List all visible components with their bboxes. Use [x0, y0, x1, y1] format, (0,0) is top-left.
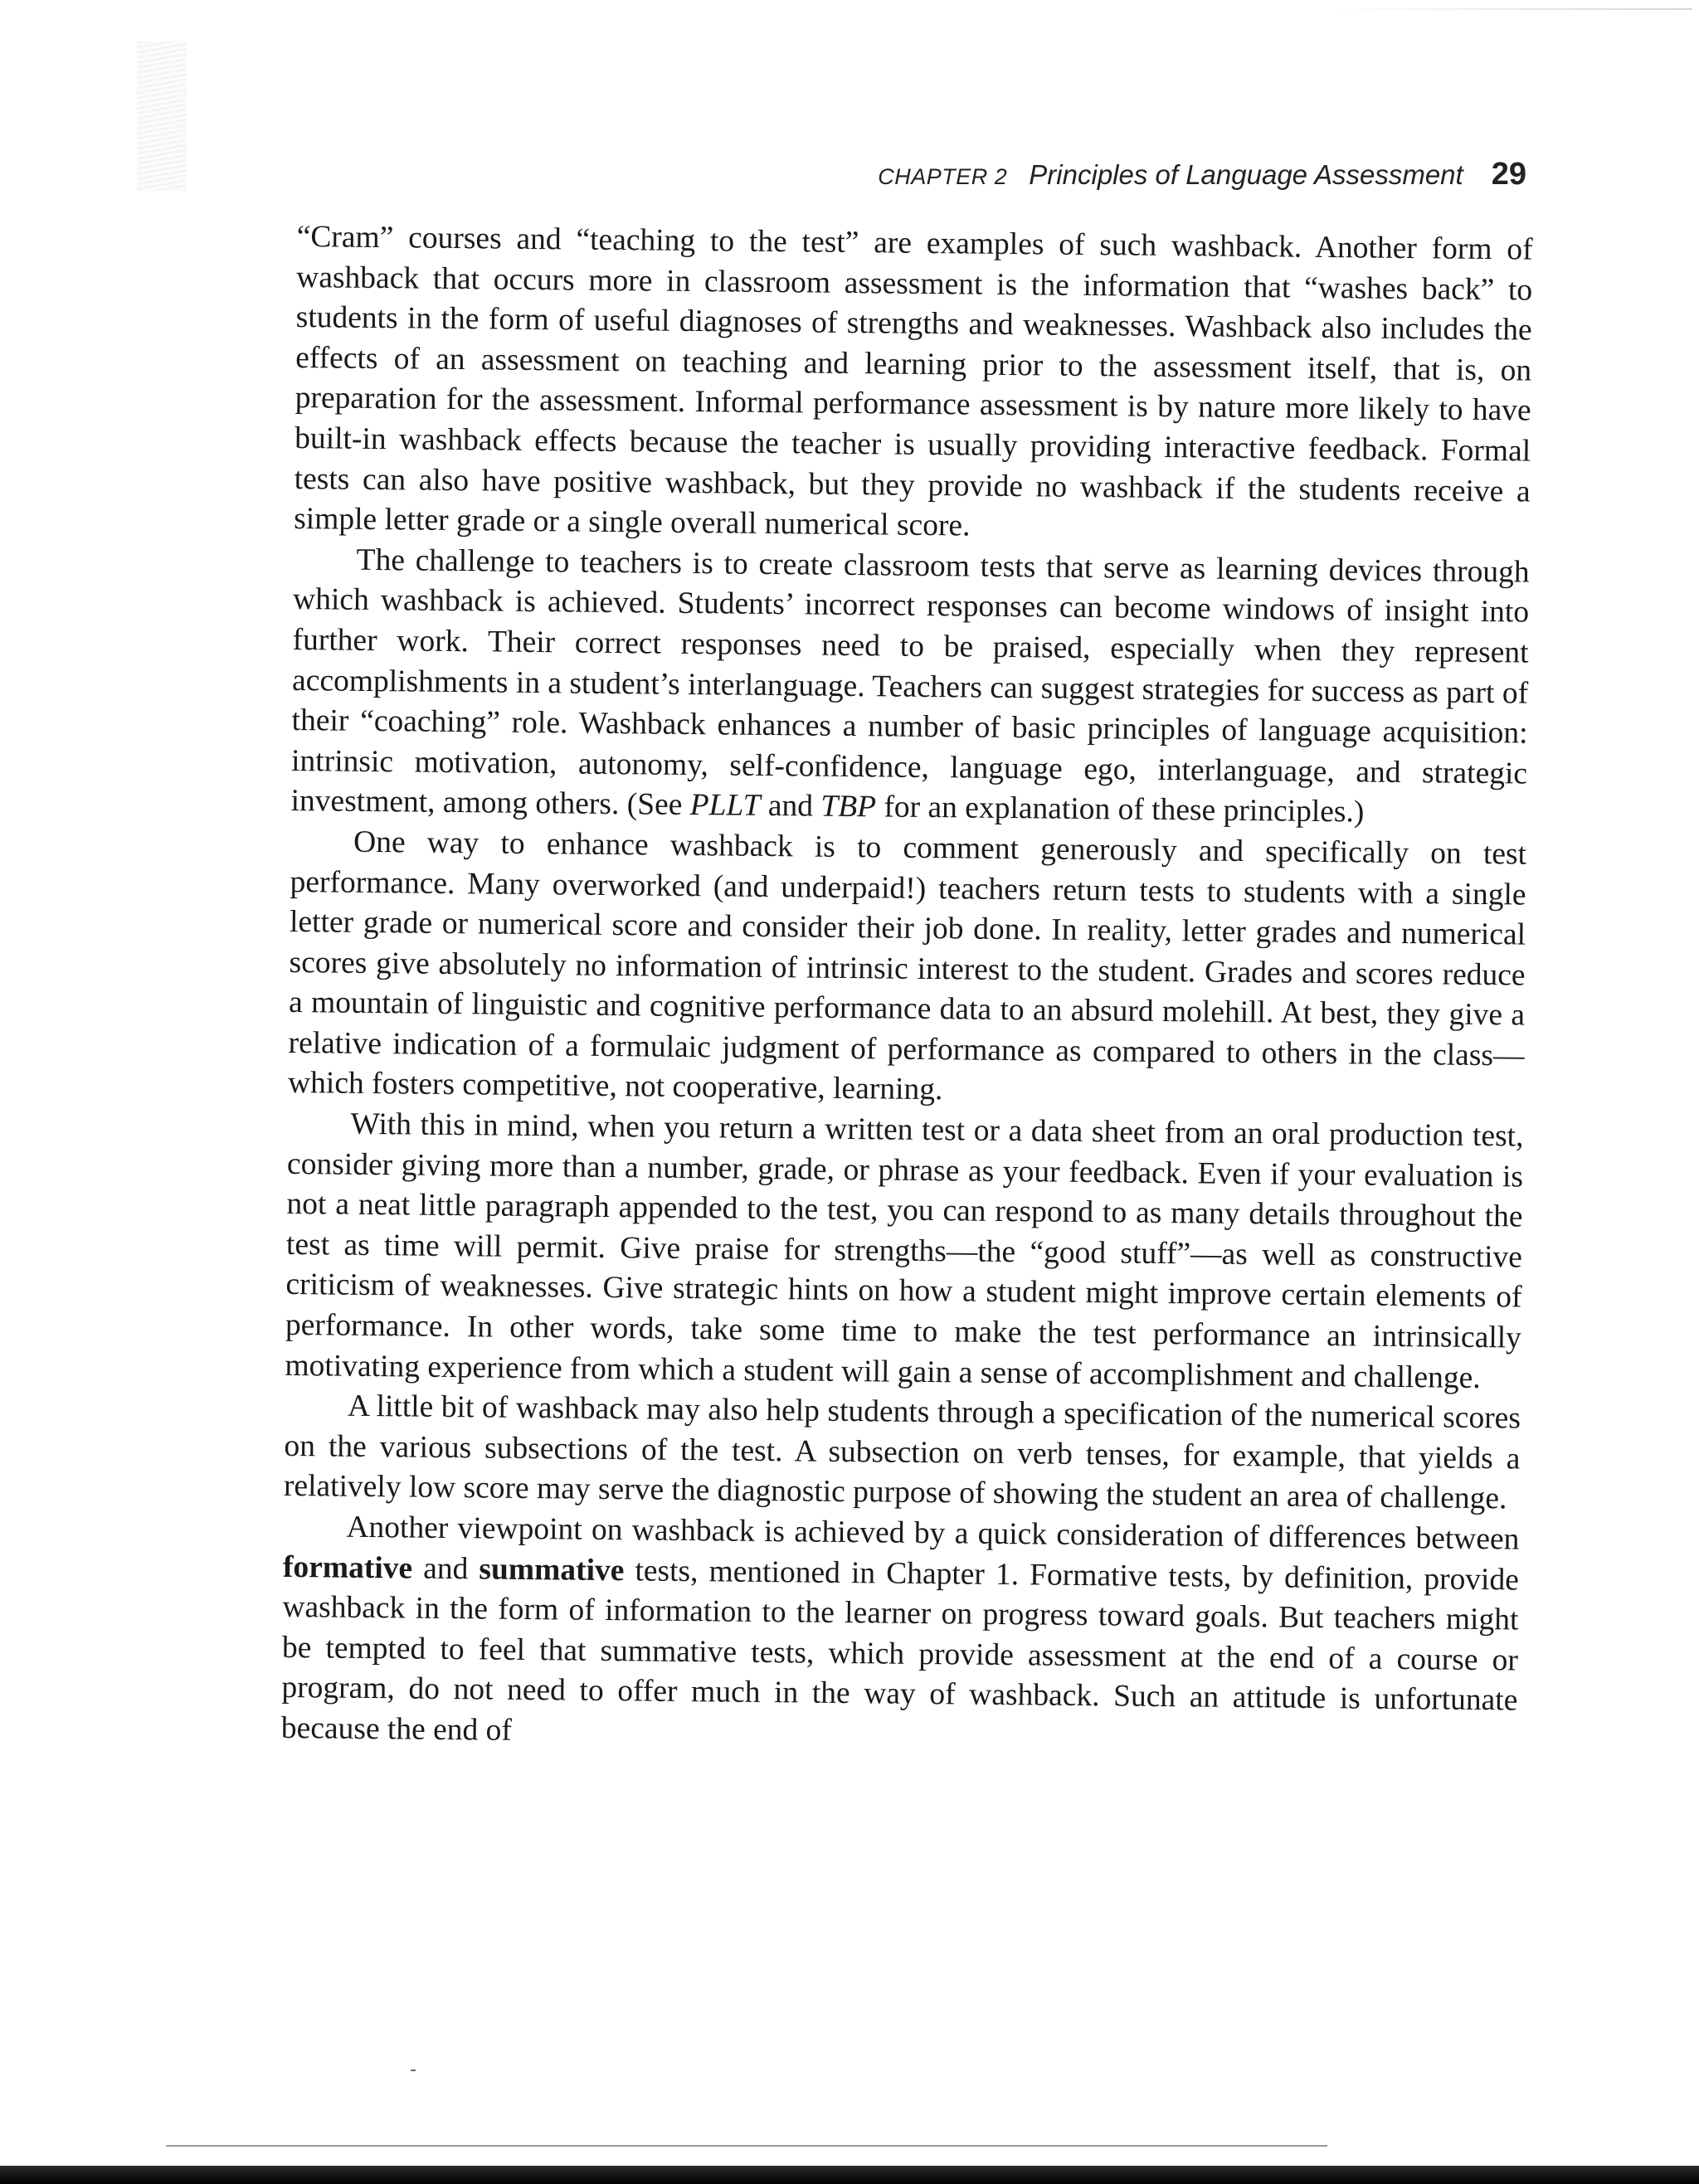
- paragraph-2-end: for an explanation of these principles.): [875, 790, 1365, 829]
- pllt-italic: PLLT: [689, 788, 761, 824]
- paragraph-2: [290, 540, 1529, 835]
- paragraph-6-mid: and: [411, 1551, 480, 1586]
- bottom-scan-edge: [0, 2166, 1699, 2184]
- running-head: [830, 149, 1526, 199]
- summative-bold: summative: [479, 1551, 625, 1588]
- top-scan-rule: [1327, 8, 1692, 10]
- scan-smudge: [137, 41, 187, 191]
- chapter-title: Principles of Language Assessment: [1029, 159, 1463, 190]
- paragraph-1: [294, 217, 1533, 552]
- paragraph-6: [281, 1507, 1520, 1762]
- paragraph-5: [284, 1386, 1521, 1520]
- chapter-label: CHAPTER 2: [878, 164, 1008, 189]
- page-number: 29: [1491, 157, 1526, 192]
- paragraph-4-text: With this in mind, when you return a written test or a data sheet from an oral production test, consider giving more than a number, grade, or phrase as your feedback. Even if your evaluation is not a neat little paragraph appended to the test, you can respond to as many details throughout the test as time will permit. Give praise for strengths—the “good stuff”—as well as constructive criticism of weaknesses. Give strategic hints on how a student might improve certain elements of performance. In other words, take some time to make the test performance an intrinsically motivating experience from which a student will gain a sense of accomplishment and challenge.: [285, 1107, 1524, 1395]
- paragraph-6-end: tests, mentioned in Chapter 1. Formative tests, by definition, provide washback in the form of information to the learner on progress toward goals. But teachers might be tempted to feel that summative tests, which provide assessment at the end of a course or program, do not need to offer much in the way of washback. Such an attitude is unfortunate because the end of: [280, 1553, 1520, 1748]
- tbp-italic: TBP: [820, 789, 877, 824]
- paragraph-3: [288, 822, 1526, 1117]
- paragraph-2-mid: and: [760, 789, 821, 824]
- paragraph-3-text: One way to enhance washback is to comment generously and specifically on test performance. Many overworked (and underpaid!) teachers return tests to students with a single letter grade or numerical score and consider their job done. In reality, letter grades and numerical scores give absolutely no information of intrinsic interest to the student. Grades and scores reduce a mountain of linguistic and cognitive performance data to an absurd molehill. At best, they give a relative indication of a formulaic judgment of performance as compared to others in the class—which fosters competitive, not cooperative, learning.: [287, 824, 1527, 1107]
- stray-mark: [411, 2070, 416, 2071]
- paragraph-5-text: A little bit of washback may also help students through a specification of the numerical scores on the various subsections of the test. A subsection on verb tenses, for example, that yields a relatively low score may serve the diagnostic purpose of showing the student an area of challenge.: [283, 1389, 1521, 1516]
- paragraph-6-text: Another viewpoint on washback is achieved by a quick consideration of differences between: [346, 1510, 1520, 1557]
- body-text: [281, 217, 1533, 1762]
- paragraph-1-text: “Cram” courses and “teaching to the test” are examples of such washback. Another form of washback that occurs more in classroom assessment is the information that “washes back” to students in the form of useful diagnoses of strengths and weaknesses. Washback also includes the effects of an assessment on teaching and learning prior to the assessment itself, that is, on preparation for the assessment. Informal performance assessment is by nature more likely to have built-in washback effects because the teacher is usually providing interactive feedback. Formal tests can also have positive washback, but they provide no washback if the students receive a simple letter grade or a single overall numerical score.: [293, 219, 1533, 543]
- paragraph-4: [285, 1104, 1523, 1399]
- formative-bold: formative: [282, 1549, 413, 1586]
- paragraph-2-text: The challenge to teachers is to create classroom tests that serve as learning devices through which washback is achieved. Students’ incorrect responses can become windows of insight into further work. Their correct responses need to be praised, especially when they represent accomplishments in a student’s interlanguage. Teachers can suggest strategies for success as part of their “coaching” role. Washback enhances a number of basic principles of language acquisition: intrinsic motivation, autonomy, self-confidence, language ego, interlanguage, and strategic investment, among others. (See: [290, 542, 1530, 823]
- bottom-scan-rule: [166, 2145, 1327, 2147]
